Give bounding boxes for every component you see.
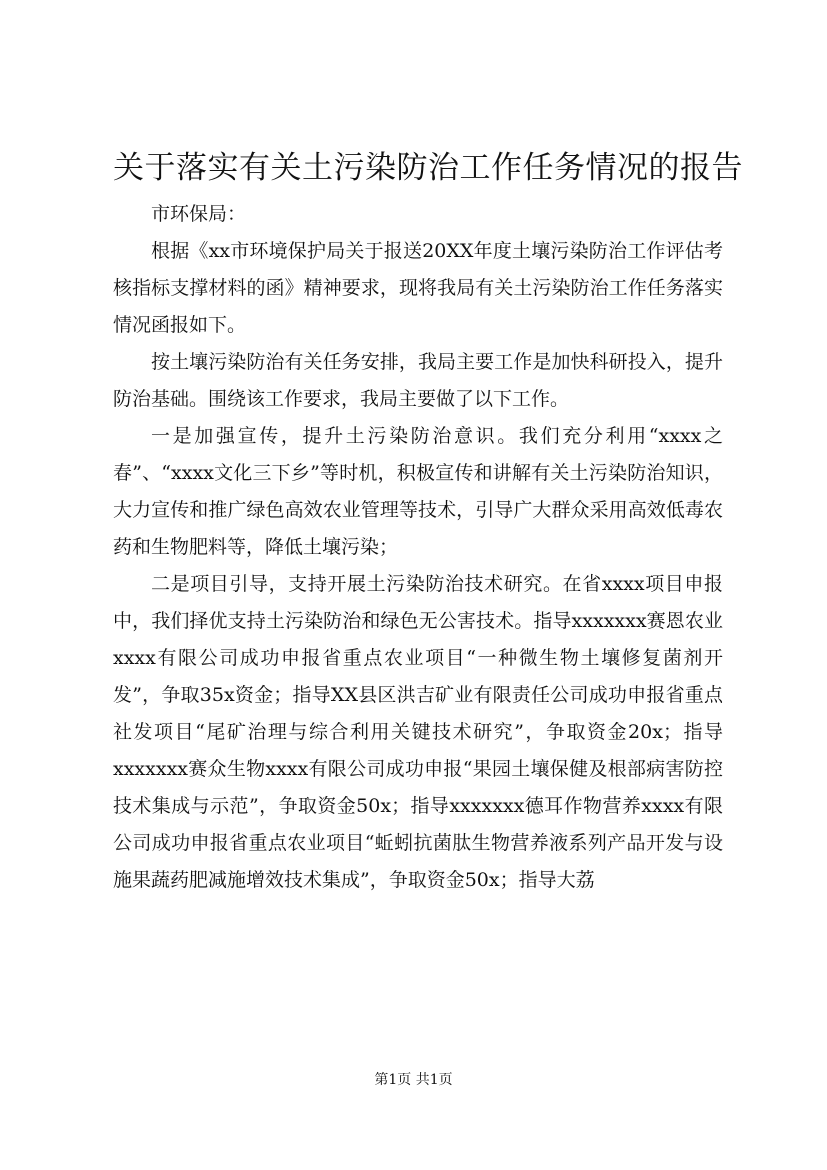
document-title: 关于落实有关土污染防治工作任务情况的报告: [113, 150, 743, 186]
page-footer: 第1页 共1页: [374, 1072, 453, 1088]
paragraph: 按土壤污染防治有关任务安排，我局主要工作是加快科研投入，提升防治基础。围绕该工作要求，我局主要做了以下工作。: [113, 351, 723, 410]
paragraph: 一是加强宣传，提升土污染防治意识。我们充分利用“xxxx之春”、“xxxx文化三下乡”等时机，积极宣传和讲解有关土污染防治知识，大力宣传和推广绿色高效农业管理等技术，引导广大群众采用高效低毒农药和生物肥料等，降低土壤污染；: [113, 425, 723, 558]
document-body: [113, 196, 723, 899]
salutation: 市环保局：: [151, 203, 247, 225]
paragraph: 根据《xx市环境保护局关于报送20XX年度土壤污染防治工作评估考核指标支撑材料的函》精神要求，现将我局有关土污染防治工作任务落实情况函报如下。: [113, 240, 723, 336]
paragraph: 二是项目引导，支持开展土污染防治技术研究。在省xxxx项目申报中，我们择优支持土污染防治和绿色无公害技术。指导xxxxxxx赛恩农业xxxx有限公司成功申报省重点农业项目“一种微生物土壤修复菌剂开发”，争取35x资金；指导XX县区洪吉矿业有限责任公司成功申报省重点社发项目“尾矿治理与综合利用关键技术研究”，争取资金20x；指导xxxxxxx赛众生物xxxx有限公司成功申报“果园土壤保健及根部病害防控技术集成与示范”，争取资金50x；指导xxxxxxx德耳作物营养xxxx有限公司成功申报省重点农业项目“蚯蚓抗菌肽生物营养液系列产品开发与设施果蔬药肥减施增效技术集成”，争取资金50x；指导大荔: [113, 573, 723, 891]
